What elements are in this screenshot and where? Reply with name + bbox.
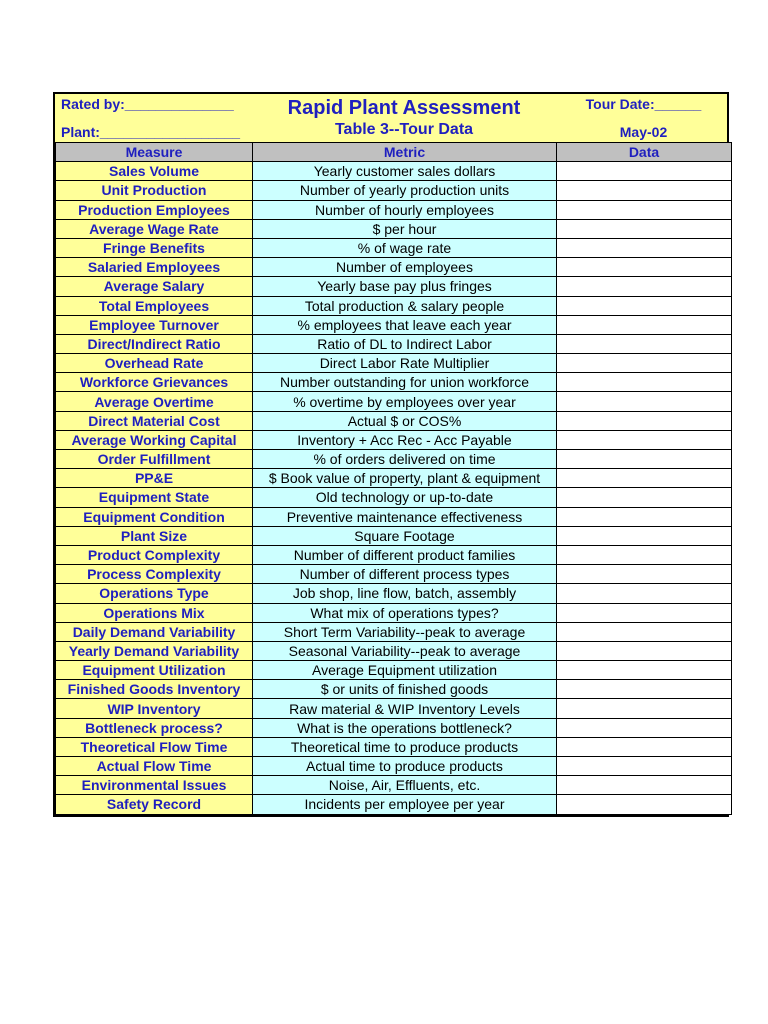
metric-cell: Actual $ or COS% [253,411,557,430]
table-row [56,162,732,181]
data-cell[interactable] [557,238,732,257]
table-row [56,334,732,353]
data-cell[interactable] [557,373,732,392]
metric-cell: Number of yearly production units [253,181,557,200]
measure-cell: Bottleneck process? [56,718,253,737]
tour-date-field: Tour Date:______ [585,96,702,112]
table-row [56,565,732,584]
measure-cell: PP&E [56,469,253,488]
measure-cell: Direct/Indirect Ratio [56,334,253,353]
header-right [556,94,731,142]
measure-cell: Equipment State [56,488,253,507]
data-cell[interactable] [557,757,732,776]
data-cell[interactable] [557,450,732,469]
table-row [56,354,732,373]
table-row [56,430,732,449]
table-row [56,507,732,526]
table-row [56,219,732,238]
measure-cell: Total Employees [56,296,253,315]
metric-cell: Number of employees [253,258,557,277]
measure-cell: Actual Flow Time [56,757,253,776]
metric-cell: Total production & salary people [253,296,557,315]
data-cell[interactable] [557,488,732,507]
table-row [56,699,732,718]
table-row [56,718,732,737]
metric-cell: Yearly base pay plus fringes [253,277,557,296]
data-cell[interactable] [557,641,732,660]
metric-cell: Number of different process types [253,565,557,584]
column-header-data: Data [557,143,732,162]
measure-cell: Average Salary [56,277,253,296]
data-cell[interactable] [557,430,732,449]
metric-cell: What is the operations bottleneck? [253,718,557,737]
table-row [56,526,732,545]
page-subtitle: Table 3--Tour Data [334,121,474,138]
data-cell[interactable] [557,565,732,584]
column-header-measure: Measure [56,143,253,162]
data-cell[interactable] [557,354,732,373]
metric-cell: Incidents per employee per year [253,795,557,814]
data-cell[interactable] [557,334,732,353]
table-row [56,315,732,334]
table-row [56,584,732,603]
metric-cell: Number of hourly employees [253,200,557,219]
table-row [56,737,732,756]
measure-cell: Yearly Demand Variability [56,641,253,660]
metric-cell: Theoretical time to produce products [253,737,557,756]
measure-cell: Workforce Grievances [56,373,253,392]
metric-cell: % of wage rate [253,238,557,257]
metric-cell: What mix of operations types? [253,603,557,622]
table-row [56,238,732,257]
metric-cell: Direct Labor Rate Multiplier [253,354,557,373]
tour-data-table [55,142,732,815]
measure-cell: Theoretical Flow Time [56,737,253,756]
measure-cell: Unit Production [56,181,253,200]
measure-cell: Production Employees [56,200,253,219]
data-cell[interactable] [557,718,732,737]
measure-cell: Fringe Benefits [56,238,253,257]
measure-cell: Order Fulfillment [56,450,253,469]
table-row [56,680,732,699]
data-cell[interactable] [557,315,732,334]
header-left [55,94,252,142]
metric-cell: Inventory + Acc Rec - Acc Payable [253,430,557,449]
metric-cell: $ Book value of property, plant & equipment [253,469,557,488]
measure-cell: Sales Volume [56,162,253,181]
data-cell[interactable] [557,411,732,430]
table-row [56,392,732,411]
data-cell[interactable] [557,392,732,411]
measure-cell: Safety Record [56,795,253,814]
data-cell[interactable] [557,181,732,200]
measure-cell: Plant Size [56,526,253,545]
plant-field: Plant:__________________ [61,124,241,140]
measure-cell: Operations Type [56,584,253,603]
header-center [252,94,556,142]
measure-cell: Equipment Condition [56,507,253,526]
data-cell[interactable] [557,258,732,277]
table-row [56,469,732,488]
data-cell[interactable] [557,776,732,795]
assessment-sheet [53,92,729,817]
metric-cell: Yearly customer sales dollars [253,162,557,181]
table-row [56,181,732,200]
data-cell[interactable] [557,699,732,718]
data-cell[interactable] [557,795,732,814]
metric-cell: $ or units of finished goods [253,680,557,699]
data-cell[interactable] [557,296,732,315]
data-cell[interactable] [557,526,732,545]
table-row [56,757,732,776]
metric-cell: % of orders delivered on time [253,450,557,469]
data-cell[interactable] [557,200,732,219]
table-row [56,450,732,469]
metric-cell: Job shop, line flow, batch, assembly [253,584,557,603]
table-row [56,277,732,296]
metric-cell: % overtime by employees over year [253,392,557,411]
table-row [56,603,732,622]
data-cell[interactable] [557,661,732,680]
table-row [56,776,732,795]
metric-cell: % employees that leave each year [253,315,557,334]
measure-cell: Process Complexity [56,565,253,584]
data-cell[interactable] [557,737,732,756]
measure-cell: Salaried Employees [56,258,253,277]
sheet-header [55,94,727,142]
metric-cell: $ per hour [253,219,557,238]
table-row [56,545,732,564]
page-title: Rapid Plant Assessment [287,97,521,119]
data-cell[interactable] [557,584,732,603]
measure-cell: Average Wage Rate [56,219,253,238]
measure-cell: Environmental Issues [56,776,253,795]
measure-cell: Average Overtime [56,392,253,411]
metric-cell: Square Footage [253,526,557,545]
metric-cell: Preventive maintenance effectiveness [253,507,557,526]
metric-cell: Average Equipment utilization [253,661,557,680]
data-cell[interactable] [557,277,732,296]
data-cell[interactable] [557,680,732,699]
measure-cell: WIP Inventory [56,699,253,718]
measure-cell: Direct Material Cost [56,411,253,430]
table-row [56,641,732,660]
metric-cell: Actual time to produce products [253,757,557,776]
data-cell[interactable] [557,507,732,526]
table-row [56,373,732,392]
metric-cell: Ratio of DL to Indirect Labor [253,334,557,353]
table-row [56,411,732,430]
data-cell[interactable] [557,162,732,181]
data-cell[interactable] [557,622,732,641]
table-row [56,488,732,507]
table-row [56,296,732,315]
table-row [56,258,732,277]
metric-cell: Raw material & WIP Inventory Levels [253,699,557,718]
metric-cell: Old technology or up-to-date [253,488,557,507]
rated-by-field: Rated by:______________ [61,96,234,112]
measure-cell: Average Working Capital [56,430,253,449]
tour-date-value: May-02 [619,124,668,140]
data-cell[interactable] [557,545,732,564]
measure-cell: Operations Mix [56,603,253,622]
metric-cell: Noise, Air, Effluents, etc. [253,776,557,795]
measure-cell: Finished Goods Inventory [56,680,253,699]
measure-cell: Product Complexity [56,545,253,564]
data-cell[interactable] [557,469,732,488]
table-row [56,200,732,219]
data-cell[interactable] [557,219,732,238]
metric-cell: Short Term Variability--peak to average [253,622,557,641]
column-header-metric: Metric [253,143,557,162]
table-row [56,795,732,814]
measure-cell: Equipment Utilization [56,661,253,680]
metric-cell: Number outstanding for union workforce [253,373,557,392]
data-cell[interactable] [557,603,732,622]
measure-cell: Overhead Rate [56,354,253,373]
table-header-row [56,143,732,162]
table-row [56,622,732,641]
measure-cell: Employee Turnover [56,315,253,334]
metric-cell: Seasonal Variability--peak to average [253,641,557,660]
metric-cell: Number of different product families [253,545,557,564]
measure-cell: Daily Demand Variability [56,622,253,641]
table-row [56,661,732,680]
